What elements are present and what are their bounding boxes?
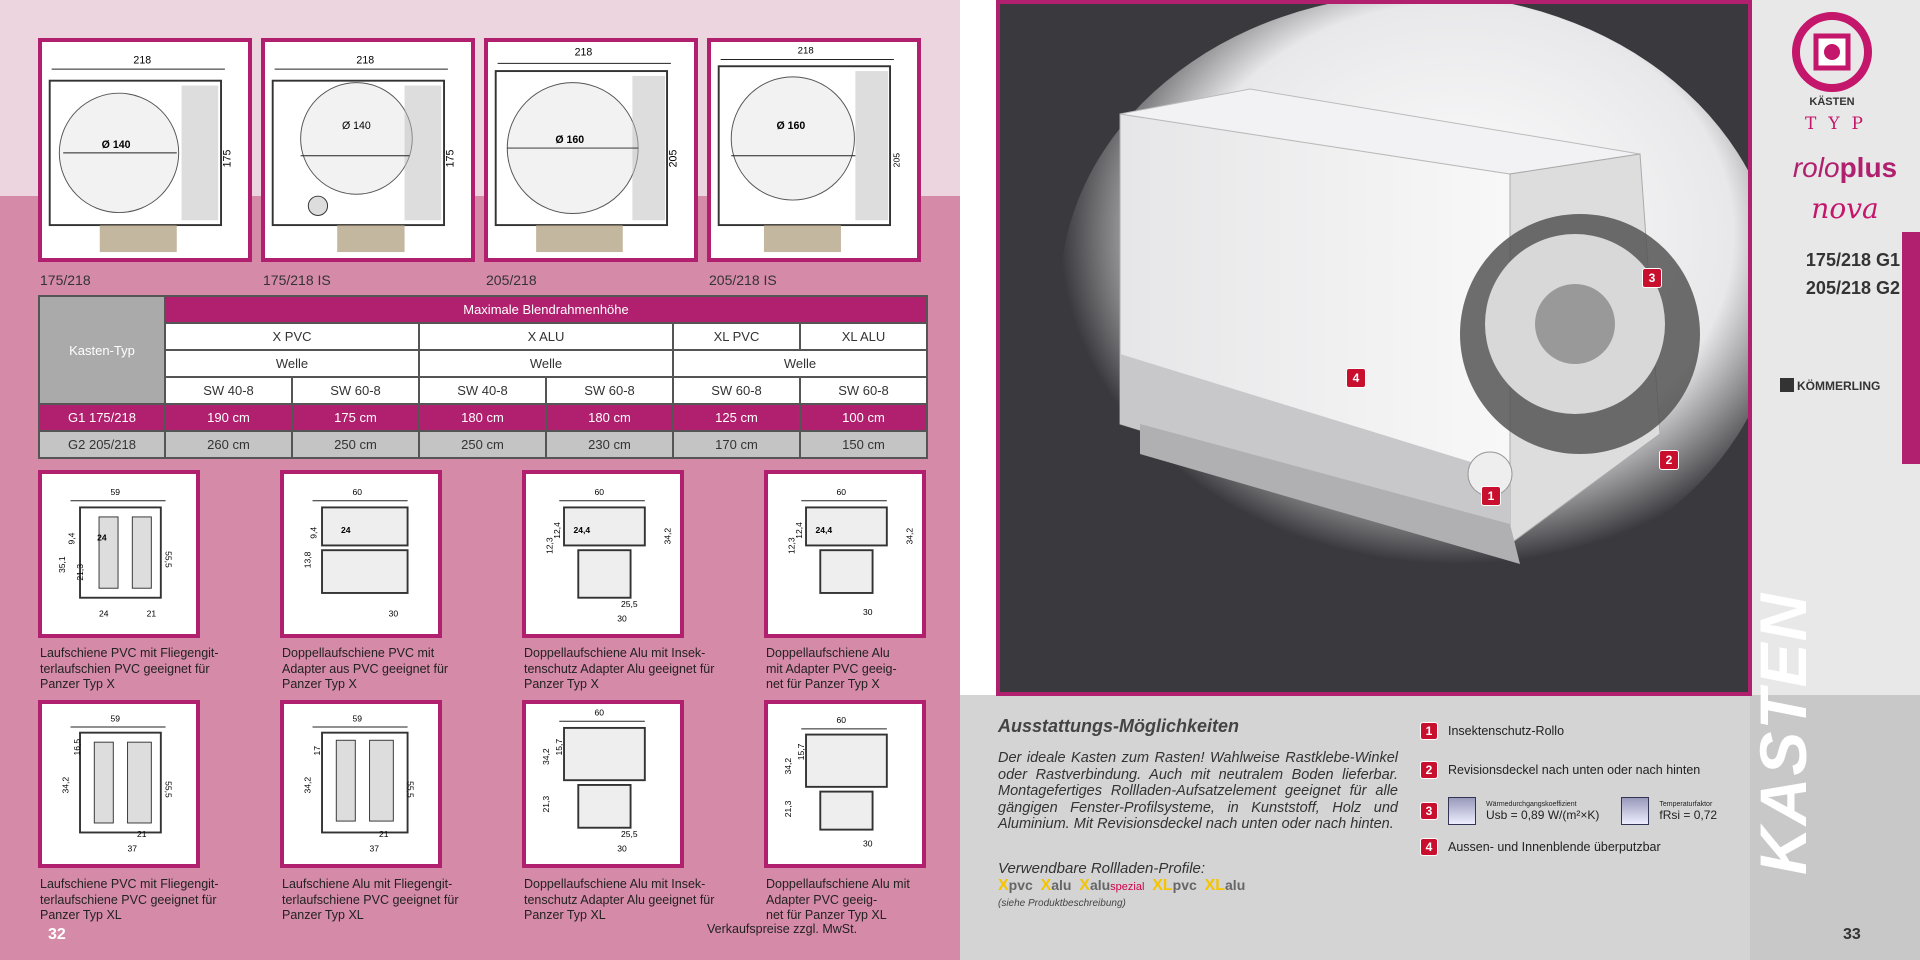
svg-text:60: 60: [836, 715, 846, 726]
table-material: X PVC: [165, 323, 419, 350]
features-title: Ausstattungs-Möglichkeiten: [998, 716, 1240, 736]
svg-text:59: 59: [110, 713, 120, 724]
table-material: XL PVC: [673, 323, 800, 350]
legend-item: [1420, 838, 1661, 856]
photo-marker: 1: [1481, 486, 1501, 506]
table-sw: SW 60-8: [292, 377, 419, 404]
table-sw: SW 60-8: [673, 377, 800, 404]
dim-height: 175: [221, 149, 234, 168]
svg-text:34,2: 34,2: [904, 527, 915, 545]
brand-name: [1770, 152, 1920, 184]
dim-height: 175: [444, 149, 457, 168]
profile-caption: Laufschiene Alu mit Fliegengit- terlaufschiene PVC geeignet für Panzer Typ XL: [282, 877, 459, 922]
model-label: 205/218 G2: [1805, 278, 1900, 298]
svg-text:12,4: 12,4: [552, 522, 563, 539]
dim-diameter: Ø 140: [342, 119, 371, 132]
svg-text:12,3: 12,3: [786, 537, 797, 554]
profile-tags: [998, 877, 1245, 895]
svg-text:21,3: 21,3: [782, 800, 793, 818]
dim-diameter: Ø 140: [101, 139, 131, 152]
table-row-label: G2 205/218: [39, 431, 165, 458]
table-cell: 150 cm: [800, 431, 927, 458]
f-value: Temperaturfaktor fRsi = 0,72: [1659, 800, 1718, 822]
profile-caption: Doppellaufschiene Alu mit Adapter PVC geeig- net für Panzer Typ X: [766, 646, 897, 691]
svg-text:24,4: 24,4: [573, 525, 591, 536]
svg-text:21,3: 21,3: [74, 563, 85, 581]
svg-text:21: 21: [137, 829, 147, 840]
manufacturer-name: KÖMMERLING: [1797, 379, 1881, 393]
legend-item: [1420, 722, 1564, 740]
dim-width: 218: [133, 54, 152, 67]
profile-drawing: [522, 700, 684, 868]
profile-caption: Doppellaufschiene Alu mit Insek- tenschutz Adapter Alu geeignet für Panzer Typ XL: [524, 877, 715, 922]
svg-text:24: 24: [99, 608, 109, 619]
dim-diameter: Ø 160: [555, 134, 585, 147]
table-cell: 170 cm: [673, 431, 800, 458]
svg-text:34,2: 34,2: [60, 776, 71, 794]
svg-text:24: 24: [341, 525, 351, 536]
svg-text:55,5: 55,5: [163, 781, 174, 798]
dim-height: 205: [667, 149, 680, 168]
svg-text:24: 24: [97, 532, 107, 543]
manufacturer-logo: [1780, 378, 1900, 393]
legend-number: 4: [1420, 838, 1438, 856]
dim-height: 205: [891, 152, 902, 168]
profile-tag: Xpvc: [998, 877, 1033, 894]
box-caption: 205/218 IS: [709, 272, 777, 288]
svg-text:60: 60: [352, 487, 362, 498]
profile-caption: Doppellaufschiene PVC mit Adapter aus PVC geeignet für Panzer Typ X: [282, 646, 449, 691]
box-caption: 175/218 IS: [263, 272, 331, 288]
profile-drawing: [764, 470, 926, 638]
svg-text:25,5: 25,5: [621, 599, 638, 610]
svg-text:37: 37: [369, 843, 380, 854]
table-material: X ALU: [419, 323, 673, 350]
box-diagram-205-218-is: [707, 38, 921, 262]
profile-drawing: [522, 470, 684, 638]
table-cell: 175 cm: [292, 404, 419, 431]
page-number-right: 33: [1843, 926, 1861, 943]
svg-text:60: 60: [594, 487, 604, 498]
brand-name-part1: rolo: [1792, 152, 1840, 183]
u-value: Wärmedurchgangskoeffizient Usb = 0,89 W/(m²×K): [1486, 800, 1600, 822]
page-number-left: 32: [48, 926, 66, 943]
svg-text:9,4: 9,4: [308, 526, 319, 539]
window-thermal-icon: [1448, 797, 1476, 825]
legend-item: [1420, 761, 1700, 779]
photo-marker: 4: [1346, 368, 1366, 388]
box-diagram-205-218: [484, 38, 698, 262]
table-row: [39, 404, 927, 431]
svg-text:21: 21: [146, 608, 157, 619]
brand-sub: nova: [1811, 192, 1879, 225]
svg-text:34,2: 34,2: [302, 776, 313, 794]
table-row-label: G1 175/218: [39, 404, 165, 431]
svg-text:15,7: 15,7: [554, 738, 565, 756]
profile-drawing: [280, 700, 442, 868]
table-material: XL ALU: [800, 323, 927, 350]
accent-bar: [1902, 232, 1920, 464]
table-welle: Welle: [165, 350, 419, 377]
svg-text:30: 30: [617, 613, 627, 624]
svg-text:13,8: 13,8: [302, 551, 313, 569]
model-label: 175/218 G1: [1805, 250, 1900, 270]
legend-text: Aussen- und Innenblende überputzbar: [1448, 840, 1661, 854]
table-sw: SW 40-8: [165, 377, 292, 404]
table-welle: Welle: [673, 350, 927, 377]
table-row-label-header: Kasten-Typ: [39, 296, 165, 404]
product-photo: [996, 0, 1752, 696]
photo-marker: 2: [1659, 450, 1679, 470]
table-header: Maximale Blendrahmenhöhe: [165, 296, 927, 323]
table-sw: SW 60-8: [800, 377, 927, 404]
svg-text:37: 37: [127, 843, 138, 854]
svg-text:60: 60: [836, 487, 846, 498]
svg-text:34,2: 34,2: [662, 527, 673, 545]
svg-text:34,2: 34,2: [782, 757, 793, 775]
dim-width: 218: [356, 54, 375, 67]
table-cell: 180 cm: [419, 404, 546, 431]
brand-typ: TYP: [1805, 114, 1875, 134]
svg-text:60: 60: [594, 707, 604, 718]
table-cell: 190 cm: [165, 404, 292, 431]
dim-width: 218: [574, 46, 593, 59]
table-cell: 100 cm: [800, 404, 927, 431]
footer-note: Verkaufspreise zzgl. MwSt.: [707, 922, 858, 936]
svg-text:59: 59: [110, 487, 120, 498]
svg-text:21: 21: [379, 829, 389, 840]
kasten-logo-icon: [1792, 12, 1872, 92]
svg-text:55,5: 55,5: [405, 781, 416, 798]
profile-caption: Laufschiene PVC mit Fliegengit- terlaufschiene PVC geeignet für Panzer Typ XL: [40, 877, 219, 922]
legend-number: 3: [1420, 802, 1438, 820]
profile-tag: XLalu: [1204, 877, 1246, 894]
window-temperature-icon: [1621, 797, 1649, 825]
dim-diameter: Ø 160: [776, 119, 806, 132]
legend-number: 2: [1420, 761, 1438, 779]
table-row: [39, 431, 927, 458]
svg-text:12,4: 12,4: [794, 522, 805, 539]
table-cell: 250 cm: [292, 431, 419, 458]
features-text: Der ideale Kasten zum Rasten! Wahlweise Rastklebe-Winkel oder Rastverbindung. Auch mit neutralem Boden lieferbar. Montagefertiges Rollladen-Aufsatzelement geeignet für alle gängigen Fenster-Profilsysteme, in Kunststoff, Holz und Aluminium. Mit Revisionsdeckel nach unten oder nach hinten.: [998, 750, 1398, 832]
profile-drawing: [280, 470, 442, 638]
box-caption: 205/218: [486, 272, 537, 288]
profile-drawing: [38, 700, 200, 868]
svg-text:15,7: 15,7: [796, 743, 807, 761]
vertical-title: KASTEN: [1746, 591, 1820, 875]
profile-tag: Xalu: [1040, 877, 1072, 894]
svg-text:9,4: 9,4: [66, 532, 77, 545]
svg-text:35,1: 35,1: [56, 556, 67, 574]
svg-text:34,2: 34,2: [540, 748, 551, 765]
svg-text:59: 59: [352, 713, 362, 724]
legend-item: [1420, 797, 1717, 825]
dim-width: 218: [797, 45, 814, 57]
table-welle: Welle: [419, 350, 673, 377]
svg-text:30: 30: [617, 843, 627, 854]
profile-tag: Xaluspezial: [1079, 877, 1145, 894]
table-cell: 260 cm: [165, 431, 292, 458]
brand-name-part2: plus: [1839, 152, 1898, 183]
frame-height-table: [38, 295, 928, 459]
profile-drawing: [38, 470, 200, 638]
profile-caption: Doppellaufschiene Alu mit Adapter PVC geeig- net für Panzer Typ XL: [766, 877, 910, 922]
svg-text:25,5: 25,5: [621, 829, 638, 840]
svg-text:30: 30: [863, 838, 873, 849]
svg-text:24,4: 24,4: [815, 525, 833, 536]
box-diagram-175-218: [38, 38, 252, 262]
box-diagram-175-218-is: [261, 38, 475, 262]
legend-text: Revisionsdeckel nach unten oder nach hinten: [1448, 763, 1701, 777]
svg-text:17: 17: [312, 745, 323, 756]
photo-marker: 3: [1642, 268, 1662, 288]
profile-caption: Doppellaufschiene Alu mit Insek- tenschutz Adapter Alu geeignet für Panzer Typ X: [524, 646, 715, 691]
profiles-label: Verwendbare Rollladen-Profile:: [998, 860, 1206, 877]
profile-tag: XLpvc: [1152, 877, 1197, 894]
table-cell: 250 cm: [419, 431, 546, 458]
svg-text:30: 30: [863, 606, 873, 617]
legend-text: Insektenschutz-Rollo: [1448, 724, 1565, 738]
features-note: (siehe Produktbeschreibung): [998, 898, 1126, 909]
box-caption: 175/218: [40, 272, 91, 288]
svg-text:55,5: 55,5: [163, 551, 174, 568]
svg-text:30: 30: [388, 608, 399, 619]
svg-text:21,3: 21,3: [540, 795, 551, 813]
svg-text:12,3: 12,3: [544, 537, 555, 554]
legend-number: 1: [1420, 722, 1438, 740]
profile-caption: Laufschiene PVC mit Fliegengit- terlaufschien PVC geeignet für Panzer Typ X: [40, 646, 219, 691]
table-sw: SW 60-8: [546, 377, 673, 404]
table-cell: 230 cm: [546, 431, 673, 458]
table-cell: 125 cm: [673, 404, 800, 431]
profile-drawing: [764, 700, 926, 868]
svg-text:16,5: 16,5: [72, 738, 83, 756]
logo-label: KÄSTEN: [1809, 96, 1855, 108]
manufacturer-icon: [1780, 378, 1794, 392]
table-sw: SW 40-8: [419, 377, 546, 404]
table-cell: 180 cm: [546, 404, 673, 431]
